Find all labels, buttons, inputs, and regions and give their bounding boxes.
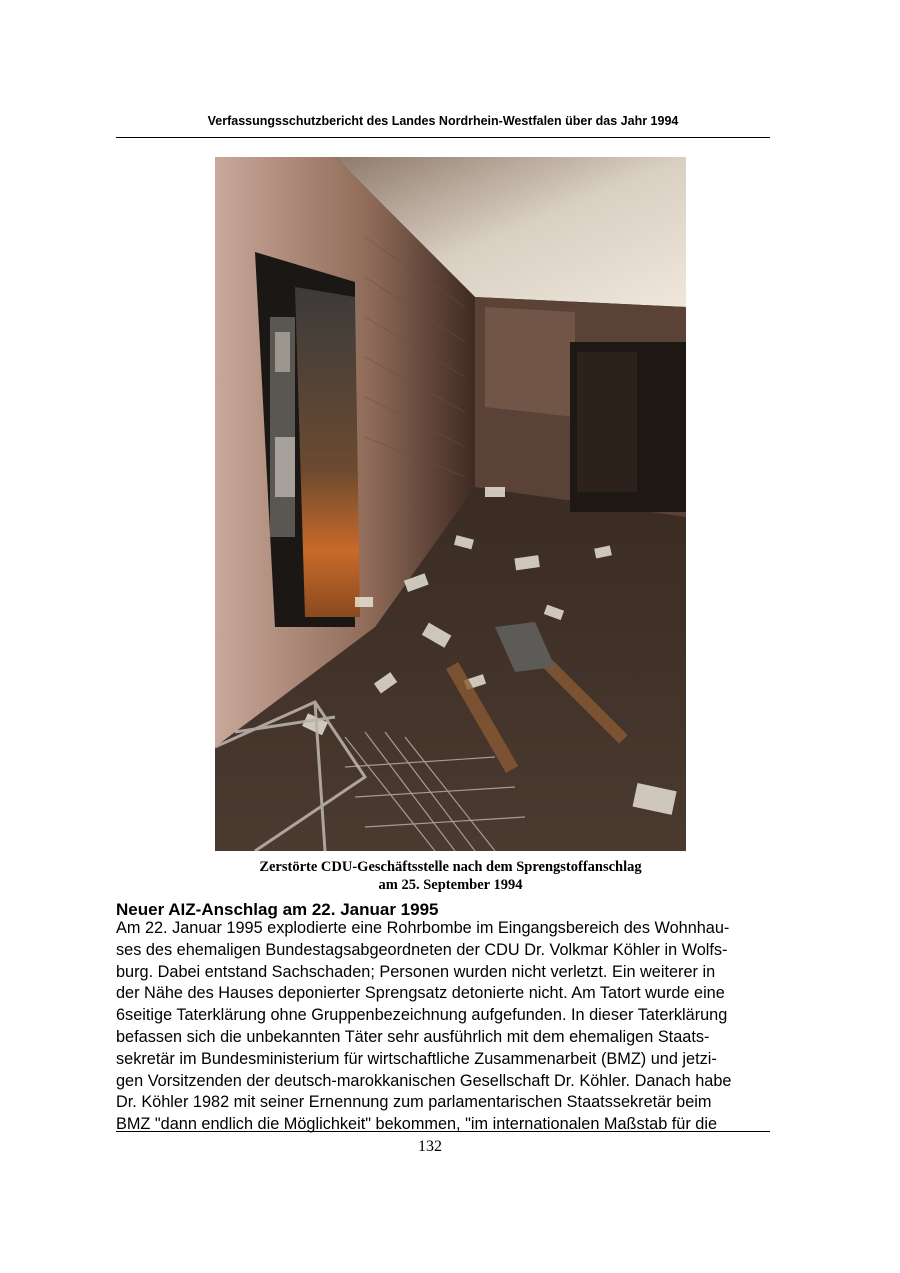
paragraph-line: Dr. Köhler 1982 mit seiner Ernennung zum parlamentarischen Staatssekretär beim xyxy=(116,1093,712,1112)
header-rule xyxy=(116,137,770,138)
paragraph-line: befassen sich die unbekannten Täter sehr ausführlich mit dem ehemaligen Staats- xyxy=(116,1027,710,1046)
paragraph-line: gen Vorsitzenden der deutsch-marokkanischen Gesellschaft Dr. Köhler. Danach habe xyxy=(116,1071,732,1090)
caption-line: Zerstörte CDU-Geschäftsstelle nach dem Sprengstoffanschlag xyxy=(259,859,642,875)
footer-rule xyxy=(116,1131,770,1132)
burned-office-photo xyxy=(215,157,686,851)
running-header: Verfassungsschutzbericht des Landes Nordrhein-Westfalen über das Jahr 1994 xyxy=(207,114,679,128)
paragraph-line: burg. Dabei entstand Sachschaden; Personen wurden nicht verletzt. Ein weiterer in xyxy=(116,962,716,981)
paragraph-line: ses des ehemaligen Bundestagsabgeordneten der CDU Dr. Volkmar Köhler in Wolfs- xyxy=(116,940,728,959)
page-number: 132 xyxy=(418,1138,442,1155)
caption-line: am 25. September 1994 xyxy=(378,877,523,893)
paragraph-line: BMZ "dann endlich die Möglichkeit" bekommen, "im internationalen Maßstab für die xyxy=(116,1115,718,1134)
paragraph-line: Am 22. Januar 1995 explodierte eine Rohrbombe im Eingangsbereich des Wohnhau- xyxy=(116,919,730,937)
section-heading: Neuer AIZ-Anschlag am 22. Januar 1995 xyxy=(116,900,439,919)
body-paragraph xyxy=(116,918,796,1136)
paragraph-line: 6seitige Taterklärung ohne Gruppenbezeichnung aufgefunden. In dieser Taterklärung xyxy=(116,1006,728,1025)
paragraph-line: der Nähe des Hauses deponierter Sprengsatz detonierte nicht. Am Tatort wurde eine xyxy=(116,984,725,1003)
figure-caption xyxy=(215,858,686,894)
paragraph-line: sekretär im Bundesministerium für wirtschaftliche Zusammenarbeit (BMZ) und jetzi- xyxy=(116,1049,717,1068)
